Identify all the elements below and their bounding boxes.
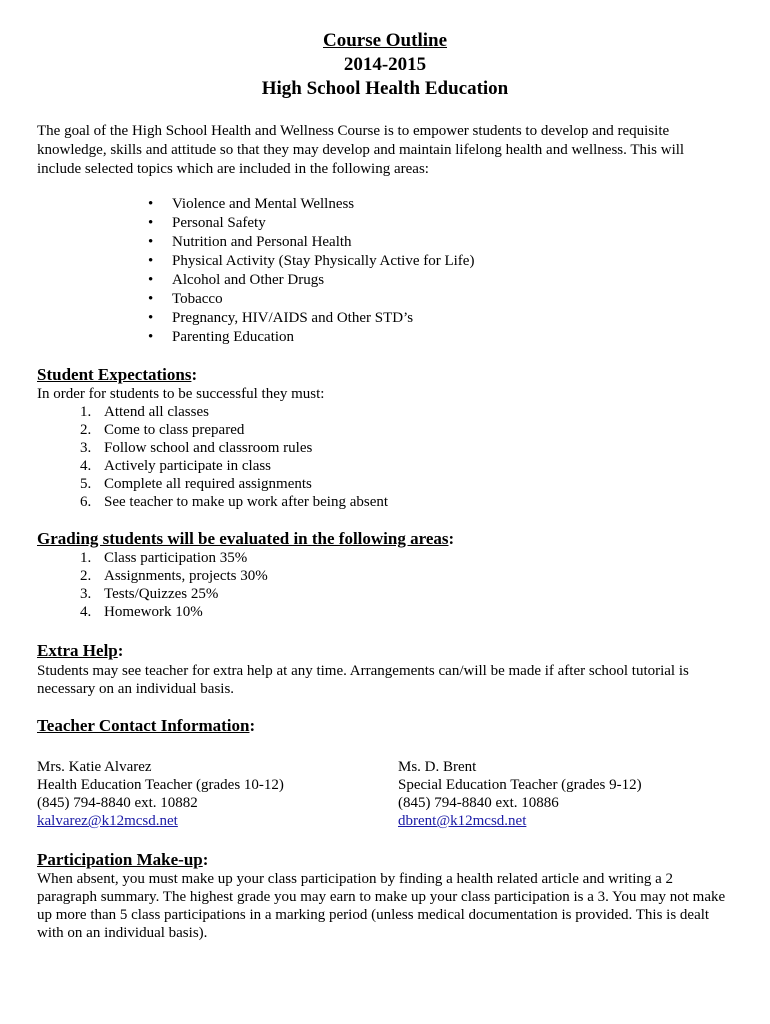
list-item: 1. Class participation 35%: [80, 550, 248, 566]
heading-colon: :: [202, 850, 209, 869]
teacher-contact-alvarez: [37, 758, 284, 830]
participation-makeup-text: When absent, you must make up your class participation by finding a health related article and writing a 2 paragraph summary. The highest grade you may earn to make up your class participation is a 3. You may not make up more than 5 class participations in a marking period (unless medical documentation is provided. This is dealt with on an individual basis).: [37, 871, 726, 941]
heading-colon: :: [448, 529, 455, 548]
heading-text: Grading students will be evaluated in the following areas: [37, 529, 449, 548]
list-item-text: Follow school and classroom rules: [104, 440, 313, 456]
list-item: • Tobacco: [148, 290, 474, 309]
teacher-phone: (845) 794-8840 ext. 10886: [398, 795, 559, 811]
list-item-text: Attend all classes: [104, 404, 209, 420]
expectations-intro: In order for students to be successful they must:: [37, 386, 325, 402]
course-goal-paragraph: The goal of the High School Health and Wellness Course is to empower students to develop and requisite knowledge, skills and attitude so that they may develop and maintain lifelong health and wellness. This will include selected topics which are included in the following areas:: [37, 123, 685, 177]
extra-help-heading: [37, 640, 123, 662]
list-item: 5. Complete all required assignments: [80, 476, 312, 492]
list-item: 3. Tests/Quizzes 25%: [80, 586, 219, 602]
heading-text: Student Expectations: [37, 365, 192, 384]
list-item-text: Homework 10%: [104, 604, 203, 620]
grading-list: [80, 549, 268, 621]
list-item: 4. Homework 10%: [80, 604, 203, 620]
teacher-role: Health Education Teacher (grades 10-12): [37, 777, 284, 793]
list-item: 2. Assignments, projects 30%: [80, 568, 268, 584]
document-title: Course Outline: [322, 30, 448, 51]
list-item-text: Actively participate in class: [104, 458, 272, 474]
list-item-text: Class participation 35%: [104, 550, 248, 566]
grading-heading: [37, 528, 454, 550]
list-item: 1. Attend all classes: [80, 404, 209, 420]
course-name: High School Health Education: [261, 78, 509, 99]
list-item: • Personal Safety: [148, 214, 474, 233]
teacher-email-link[interactable]: kalvarez@k12mcsd.net: [37, 813, 178, 829]
list-item: • Physical Activity (Stay Physically Active for Life): [148, 252, 474, 271]
teacher-email-link[interactable]: dbrent@k12mcsd.net: [398, 813, 527, 829]
list-item-text: Come to class prepared: [104, 422, 245, 438]
student-expectations-heading: [37, 364, 197, 386]
heading-colon: :: [249, 716, 256, 735]
participation-makeup-heading: [37, 849, 208, 871]
list-item: • Pregnancy, HIV/AIDS and Other STD’s: [148, 309, 474, 328]
list-item: • Alcohol and Other Drugs: [148, 271, 474, 290]
list-item-text: See teacher to make up work after being absent: [104, 494, 389, 510]
list-item: 3. Follow school and classroom rules: [80, 440, 313, 456]
teacher-contact-brent: [398, 758, 642, 830]
teacher-role: Special Education Teacher (grades 9-12): [398, 777, 642, 793]
topic-list: [148, 195, 474, 347]
list-item: • Parenting Education: [148, 328, 474, 347]
heading-text: Extra Help: [37, 641, 118, 660]
heading-colon: :: [117, 641, 124, 660]
heading-text: Teacher Contact Information: [37, 716, 250, 735]
list-item: 4. Actively participate in class: [80, 458, 272, 474]
expectations-list: [80, 403, 388, 511]
list-item: 2. Come to class prepared: [80, 422, 245, 438]
extra-help-text: Students may see teacher for extra help at any time. Arrangements can/will be made if after school tutorial is necessary on an individual basis.: [37, 663, 689, 697]
heading-colon: :: [191, 365, 198, 384]
list-item: 6. See teacher to make up work after being absent: [80, 494, 389, 510]
teacher-name: Ms. D. Brent: [398, 759, 477, 775]
list-item-text: Complete all required assignments: [104, 476, 312, 492]
school-year: 2014-2015: [343, 54, 427, 75]
teacher-phone: (845) 794-8840 ext. 10882: [37, 795, 198, 811]
list-item: • Nutrition and Personal Health: [148, 233, 474, 252]
list-item-text: Assignments, projects 30%: [104, 568, 268, 584]
teacher-name: Mrs. Katie Alvarez: [37, 759, 152, 775]
list-item: • Violence and Mental Wellness: [148, 195, 474, 214]
contact-heading: [37, 715, 255, 737]
list-item-text: Tests/Quizzes 25%: [104, 586, 219, 602]
heading-text: Participation Make-up: [37, 850, 203, 869]
